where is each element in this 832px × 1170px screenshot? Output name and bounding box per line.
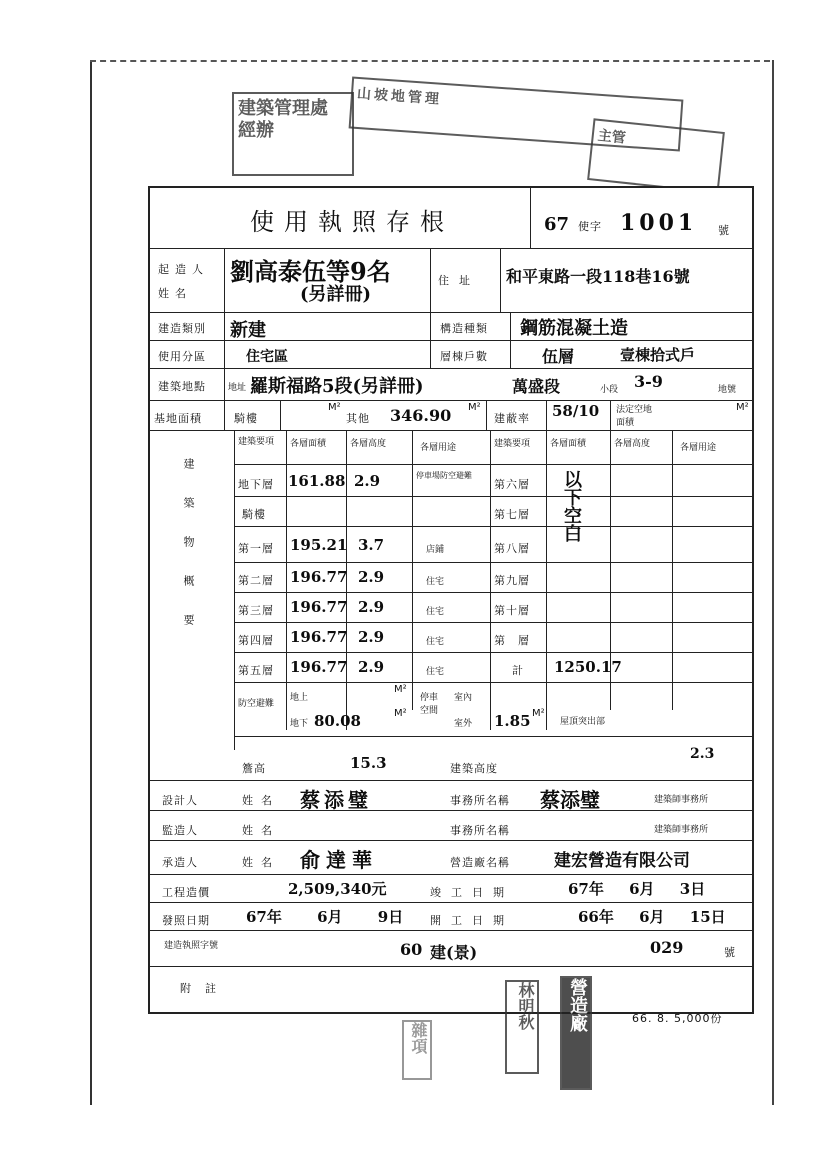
floor-8-label: 第八層 [494,542,530,555]
use-type-label: 建造類別 [158,322,206,335]
floor-4-height: 2.9 [358,628,385,646]
floors-value: 伍層 [542,347,575,366]
floor-5-label: 第五層 [238,664,274,677]
building-label: 建築物概要 [182,458,195,653]
cost-label: 工程造價 [162,886,210,899]
address-value: 和平東路一段118巷16號 [506,267,690,286]
permit-label: 建造執照字號 [164,941,219,951]
contractor-name-label: 姓名 [242,856,280,869]
designer-firm-label: 事務所名稱 [450,794,510,807]
top-stamp-left: 建築管理處 經辦 [232,92,354,176]
floor-1-height: 3.7 [358,536,385,554]
site-small-label: 地址 [228,383,247,393]
floor-5-use: 住宅 [426,667,445,677]
bottom-stamp-middle: 林明秋 [505,980,539,1074]
floor-7-label: 第七層 [494,508,530,521]
floor-blank-label: 第 層 [494,634,530,647]
floors-units-label: 層棟戶數 [440,350,488,363]
eaves-label: 簷高 [242,762,266,775]
eaves-value: 15.3 [350,754,387,772]
issue-date-label: 發照日期 [162,914,210,927]
designer-label: 設計人 [162,794,198,807]
total-area: 1250.17 [554,658,622,676]
arcade-row-label: 騎樓 [242,508,266,521]
below-label: 地下 [290,719,309,729]
outdoor-label: 室外 [454,719,473,729]
lot-value: 3-9 [634,372,663,391]
contractor-name: 俞達華 [300,848,378,872]
parking-unit: M² [532,708,545,719]
applicant-name: 劉高泰伍等9名 [230,257,391,286]
floor-2-use: 住宅 [426,577,445,587]
above-unit: M² [394,684,407,695]
permit-number: 029 [650,938,684,957]
item-header-right: 建築要項 [494,439,531,449]
legal-area-label: 法定空地面積 [616,405,653,428]
floor-5-area: 196.77 [290,658,348,676]
arcade-label: 騎樓 [234,412,258,425]
top-border-line [90,60,770,62]
bottom-stamp-right: 營造廠 [560,976,592,1090]
item-header: 建築要項 [238,437,275,447]
below-unit: M² [394,708,407,719]
note-label: 附註 [180,982,230,995]
coverage-label: 建蔽率 [494,412,530,425]
floor-3-height: 2.9 [358,598,385,616]
start-date-value: 66年 6月 15日 [578,908,726,926]
floor-3-use: 住宅 [426,607,445,617]
start-date-label: 開工日期 [430,914,514,927]
small-section-label: 小段 [600,385,619,395]
floor-6-label: 第六層 [494,478,530,491]
parking-label: 停車空間 [420,693,439,716]
floor-10-label: 第十層 [494,604,530,617]
floor-2-area: 196.77 [290,568,348,586]
roof-height: 2.3 [690,746,715,762]
basement-use: 停車場防空避難 [416,471,472,480]
use-header: 各層用途 [420,443,457,453]
site-label: 建築地點 [158,380,206,393]
site-area-value: 346.90 [390,406,452,425]
ditto-mark: 以下空白 [561,470,582,542]
supervisor-firm-label: 事務所名稱 [450,824,510,837]
footer-print: 66. 8. 5,000份 [632,1012,723,1025]
top-stamp-strip: 山坡地管理 [349,76,684,151]
indoor-label: 室內 [454,693,473,703]
use-type-value: 新建 [230,320,266,341]
structure-label: 構造種類 [440,322,488,335]
air-raid-below: 80.08 [314,712,361,730]
supervisor-name-label: 姓名 [242,824,280,837]
address-label: 住址 [438,274,480,287]
zone-value: 住宅區 [246,349,288,365]
structure-value: 鋼筋混凝土造 [520,318,628,339]
basement-label: 地下層 [238,478,274,491]
floor-1-label: 第一層 [238,542,274,555]
legal-area-unit: M² [736,402,749,413]
other-label: 其他 [346,412,370,425]
bottom-stamp-left: 雜項 [402,1020,432,1080]
roof-label: 屋頂突出部 [560,717,606,727]
floor-2-height: 2.9 [358,568,385,586]
floor-1-area: 195.21 [290,536,348,554]
contractor-label: 承造人 [162,856,198,869]
license-prefix: 67 [544,214,570,235]
floor-1-use: 店鋪 [426,545,445,555]
total-label: 計 [512,664,524,677]
area-header: 各層面積 [290,439,327,449]
permit-char: 建(景) [430,943,478,962]
arcade-unit: M² [328,402,341,413]
floor-4-area: 196.77 [290,628,348,646]
floor-5-height: 2.9 [358,658,385,676]
site-value: 羅斯福路5段(另詳冊) [250,376,424,397]
license-stub-form [148,186,754,1014]
applicant-sub: (另詳冊) [300,284,372,305]
contractor-firm-label: 營造廠名稱 [450,856,510,869]
license-number: 1001 [620,210,698,236]
floor-3-area: 196.77 [290,598,348,616]
coverage-value: 58/10 [552,402,600,420]
cost-value: 2,509,340元 [288,880,387,898]
issue-date-value: 67年 6月 9日 [246,908,404,926]
use-header-right: 各層用途 [680,443,717,453]
height-header-right: 各層高度 [614,439,651,449]
outdoor-parking: 1.85 [494,712,531,730]
lot-label: 地號 [718,385,737,395]
designer-name-label: 姓名 [242,794,280,807]
basement-area: 161.88 [288,472,346,490]
height-header: 各層高度 [350,439,387,449]
license-suffix: 號 [718,224,730,237]
building-height-label: 建築高度 [450,762,498,775]
site-area-unit: M² [468,402,481,413]
completion-value: 67年 6月 3日 [568,880,706,898]
designer-firm: 蔡添璧 [540,788,600,812]
completion-label: 竣工日期 [430,886,514,899]
designer-arch-office: 建築師事務所 [654,795,709,805]
basement-height: 2.9 [354,472,381,490]
contractor-firm: 建宏營造有限公司 [554,851,690,871]
units-value: 壹棟拾式戶 [620,346,696,364]
permit-prefix: 60 [400,940,423,959]
floor-4-label: 第四層 [238,634,274,647]
supervisor-arch-office: 建築師事務所 [654,825,709,835]
site-section: 萬盛段 [512,377,561,396]
license-char: 使字 [578,220,602,233]
designer-name: 蔡添璧 [300,788,372,812]
floor-9-label: 第九層 [494,574,530,587]
floor-4-use: 住宅 [426,637,445,647]
above-label: 地上 [290,693,309,703]
site-area-label: 基地面積 [154,412,202,425]
permit-suffix: 號 [724,946,736,959]
floor-2-label: 第二層 [238,574,274,587]
supervisor-label: 監造人 [162,824,198,837]
air-raid-label: 防空避難 [238,699,275,709]
floor-3-label: 第三層 [238,604,274,617]
form-title: 使用執照存根 [250,208,454,236]
applicant-label: 起造人姓名 [158,263,209,300]
area-header-right: 各層面積 [550,439,587,449]
top-stamp-right: 主管 [587,118,725,193]
zone-label: 使用分區 [158,350,206,363]
